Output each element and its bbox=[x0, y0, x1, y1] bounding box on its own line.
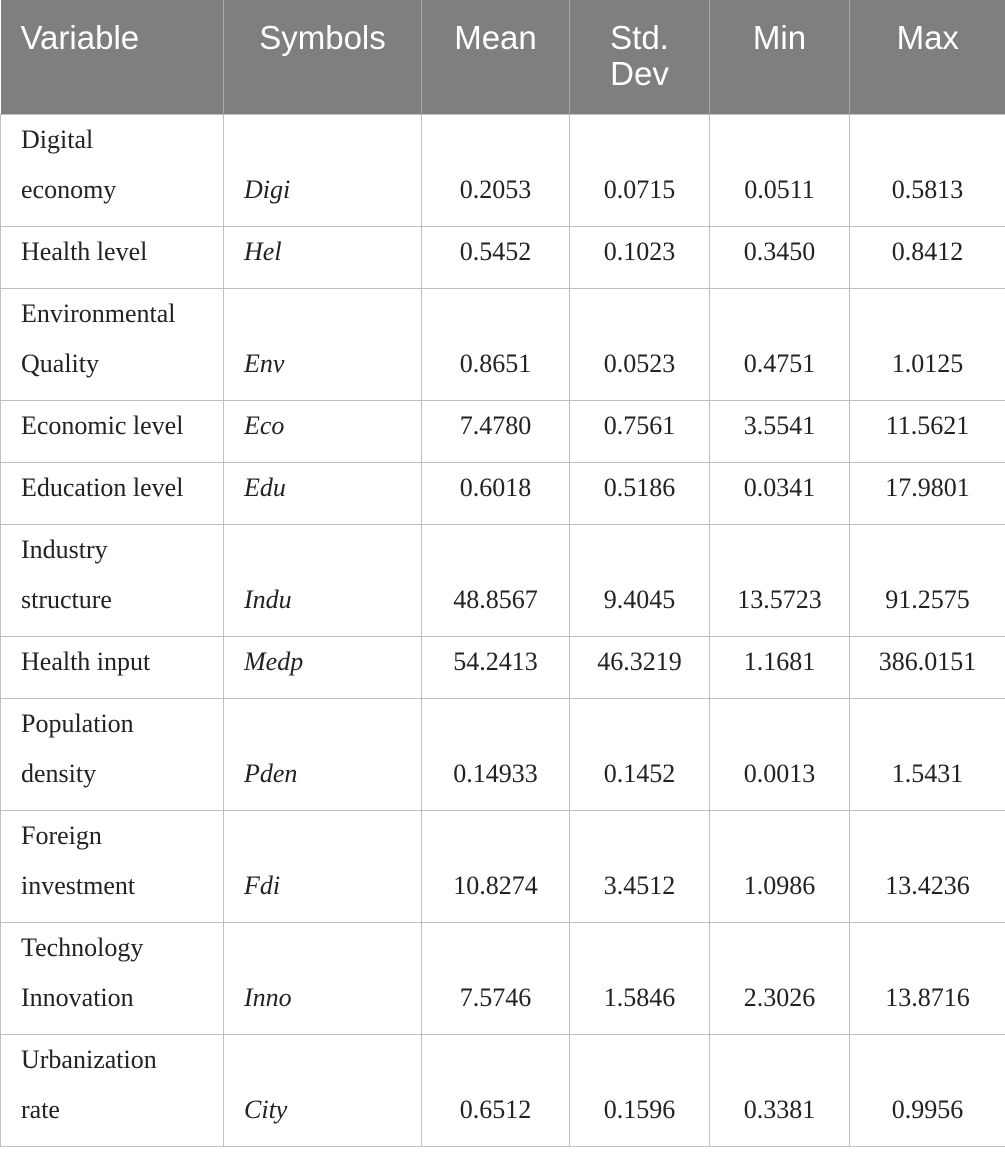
cell-min: 0.0511 bbox=[710, 114, 850, 226]
cell-min: 0.3381 bbox=[710, 1034, 850, 1146]
cell-min: 2.3026 bbox=[710, 922, 850, 1034]
cell-std-dev: 0.7561 bbox=[570, 400, 710, 462]
cell-min: 0.0341 bbox=[710, 462, 850, 524]
cell-max: 13.4236 bbox=[850, 810, 1005, 922]
cell-variable: Education level bbox=[1, 462, 224, 524]
table-row bbox=[1, 922, 1005, 1034]
table-row bbox=[1, 462, 1005, 524]
cell-std-dev: 9.4045 bbox=[570, 524, 710, 636]
table-row bbox=[1, 288, 1005, 400]
cell-mean: 7.4780 bbox=[422, 400, 570, 462]
cell-symbol: Eco bbox=[224, 400, 422, 462]
cell-mean: 54.2413 bbox=[422, 636, 570, 698]
cell-min: 0.4751 bbox=[710, 288, 850, 400]
table-row bbox=[1, 810, 1005, 922]
header-std-dev: Std. Dev bbox=[570, 0, 710, 114]
table-row bbox=[1, 524, 1005, 636]
cell-mean: 48.8567 bbox=[422, 524, 570, 636]
table-row bbox=[1, 400, 1005, 462]
cell-symbol: City bbox=[224, 1034, 422, 1146]
cell-variable: Digital economy bbox=[1, 114, 224, 226]
cell-symbol: Hel bbox=[224, 226, 422, 288]
cell-mean: 0.14933 bbox=[422, 698, 570, 810]
cell-mean: 0.6512 bbox=[422, 1034, 570, 1146]
cell-min: 0.3450 bbox=[710, 226, 850, 288]
header-min: Min bbox=[710, 0, 850, 114]
cell-symbol: Indu bbox=[224, 524, 422, 636]
cell-max: 91.2575 bbox=[850, 524, 1005, 636]
cell-std-dev: 0.0523 bbox=[570, 288, 710, 400]
cell-variable: Environmental Quality bbox=[1, 288, 224, 400]
cell-variable: Urbanization rate bbox=[1, 1034, 224, 1146]
header-mean: Mean bbox=[422, 0, 570, 114]
cell-symbol: Pden bbox=[224, 698, 422, 810]
cell-max: 386.0151 bbox=[850, 636, 1005, 698]
cell-mean: 0.6018 bbox=[422, 462, 570, 524]
cell-mean: 0.8651 bbox=[422, 288, 570, 400]
cell-std-dev: 0.1596 bbox=[570, 1034, 710, 1146]
cell-mean: 0.5452 bbox=[422, 226, 570, 288]
cell-std-dev: 1.5846 bbox=[570, 922, 710, 1034]
cell-max: 1.0125 bbox=[850, 288, 1005, 400]
cell-min: 1.0986 bbox=[710, 810, 850, 922]
cell-variable: Health level bbox=[1, 226, 224, 288]
cell-std-dev: 0.5186 bbox=[570, 462, 710, 524]
header-variable: Variable bbox=[1, 0, 224, 114]
cell-variable: Foreign investment bbox=[1, 810, 224, 922]
cell-std-dev: 0.1452 bbox=[570, 698, 710, 810]
cell-variable: Industry structure bbox=[1, 524, 224, 636]
cell-variable: Economic level bbox=[1, 400, 224, 462]
cell-min: 1.1681 bbox=[710, 636, 850, 698]
table-row bbox=[1, 698, 1005, 810]
header-max: Max bbox=[850, 0, 1005, 114]
cell-variable: Health input bbox=[1, 636, 224, 698]
cell-symbol: Digi bbox=[224, 114, 422, 226]
cell-symbol: Edu bbox=[224, 462, 422, 524]
cell-min: 13.5723 bbox=[710, 524, 850, 636]
cell-mean: 10.8274 bbox=[422, 810, 570, 922]
cell-max: 17.9801 bbox=[850, 462, 1005, 524]
cell-symbol: Medp bbox=[224, 636, 422, 698]
cell-mean: 0.2053 bbox=[422, 114, 570, 226]
cell-max: 13.8716 bbox=[850, 922, 1005, 1034]
cell-std-dev: 3.4512 bbox=[570, 810, 710, 922]
cell-std-dev: 46.3219 bbox=[570, 636, 710, 698]
table-row bbox=[1, 226, 1005, 288]
cell-min: 0.0013 bbox=[710, 698, 850, 810]
cell-max: 1.5431 bbox=[850, 698, 1005, 810]
table-row bbox=[1, 114, 1005, 226]
header-symbols: Symbols bbox=[224, 0, 422, 114]
cell-mean: 7.5746 bbox=[422, 922, 570, 1034]
cell-std-dev: 0.0715 bbox=[570, 114, 710, 226]
cell-min: 3.5541 bbox=[710, 400, 850, 462]
table-row bbox=[1, 636, 1005, 698]
cell-symbol: Fdi bbox=[224, 810, 422, 922]
cell-max: 0.8412 bbox=[850, 226, 1005, 288]
table-row bbox=[1, 1034, 1005, 1146]
cell-std-dev: 0.1023 bbox=[570, 226, 710, 288]
header-row bbox=[1, 0, 1005, 114]
cell-variable: Technology Innovation bbox=[1, 922, 224, 1034]
cell-symbol: Inno bbox=[224, 922, 422, 1034]
cell-max: 0.9956 bbox=[850, 1034, 1005, 1146]
cell-variable: Population density bbox=[1, 698, 224, 810]
cell-symbol: Env bbox=[224, 288, 422, 400]
cell-max: 0.5813 bbox=[850, 114, 1005, 226]
cell-max: 11.5621 bbox=[850, 400, 1005, 462]
